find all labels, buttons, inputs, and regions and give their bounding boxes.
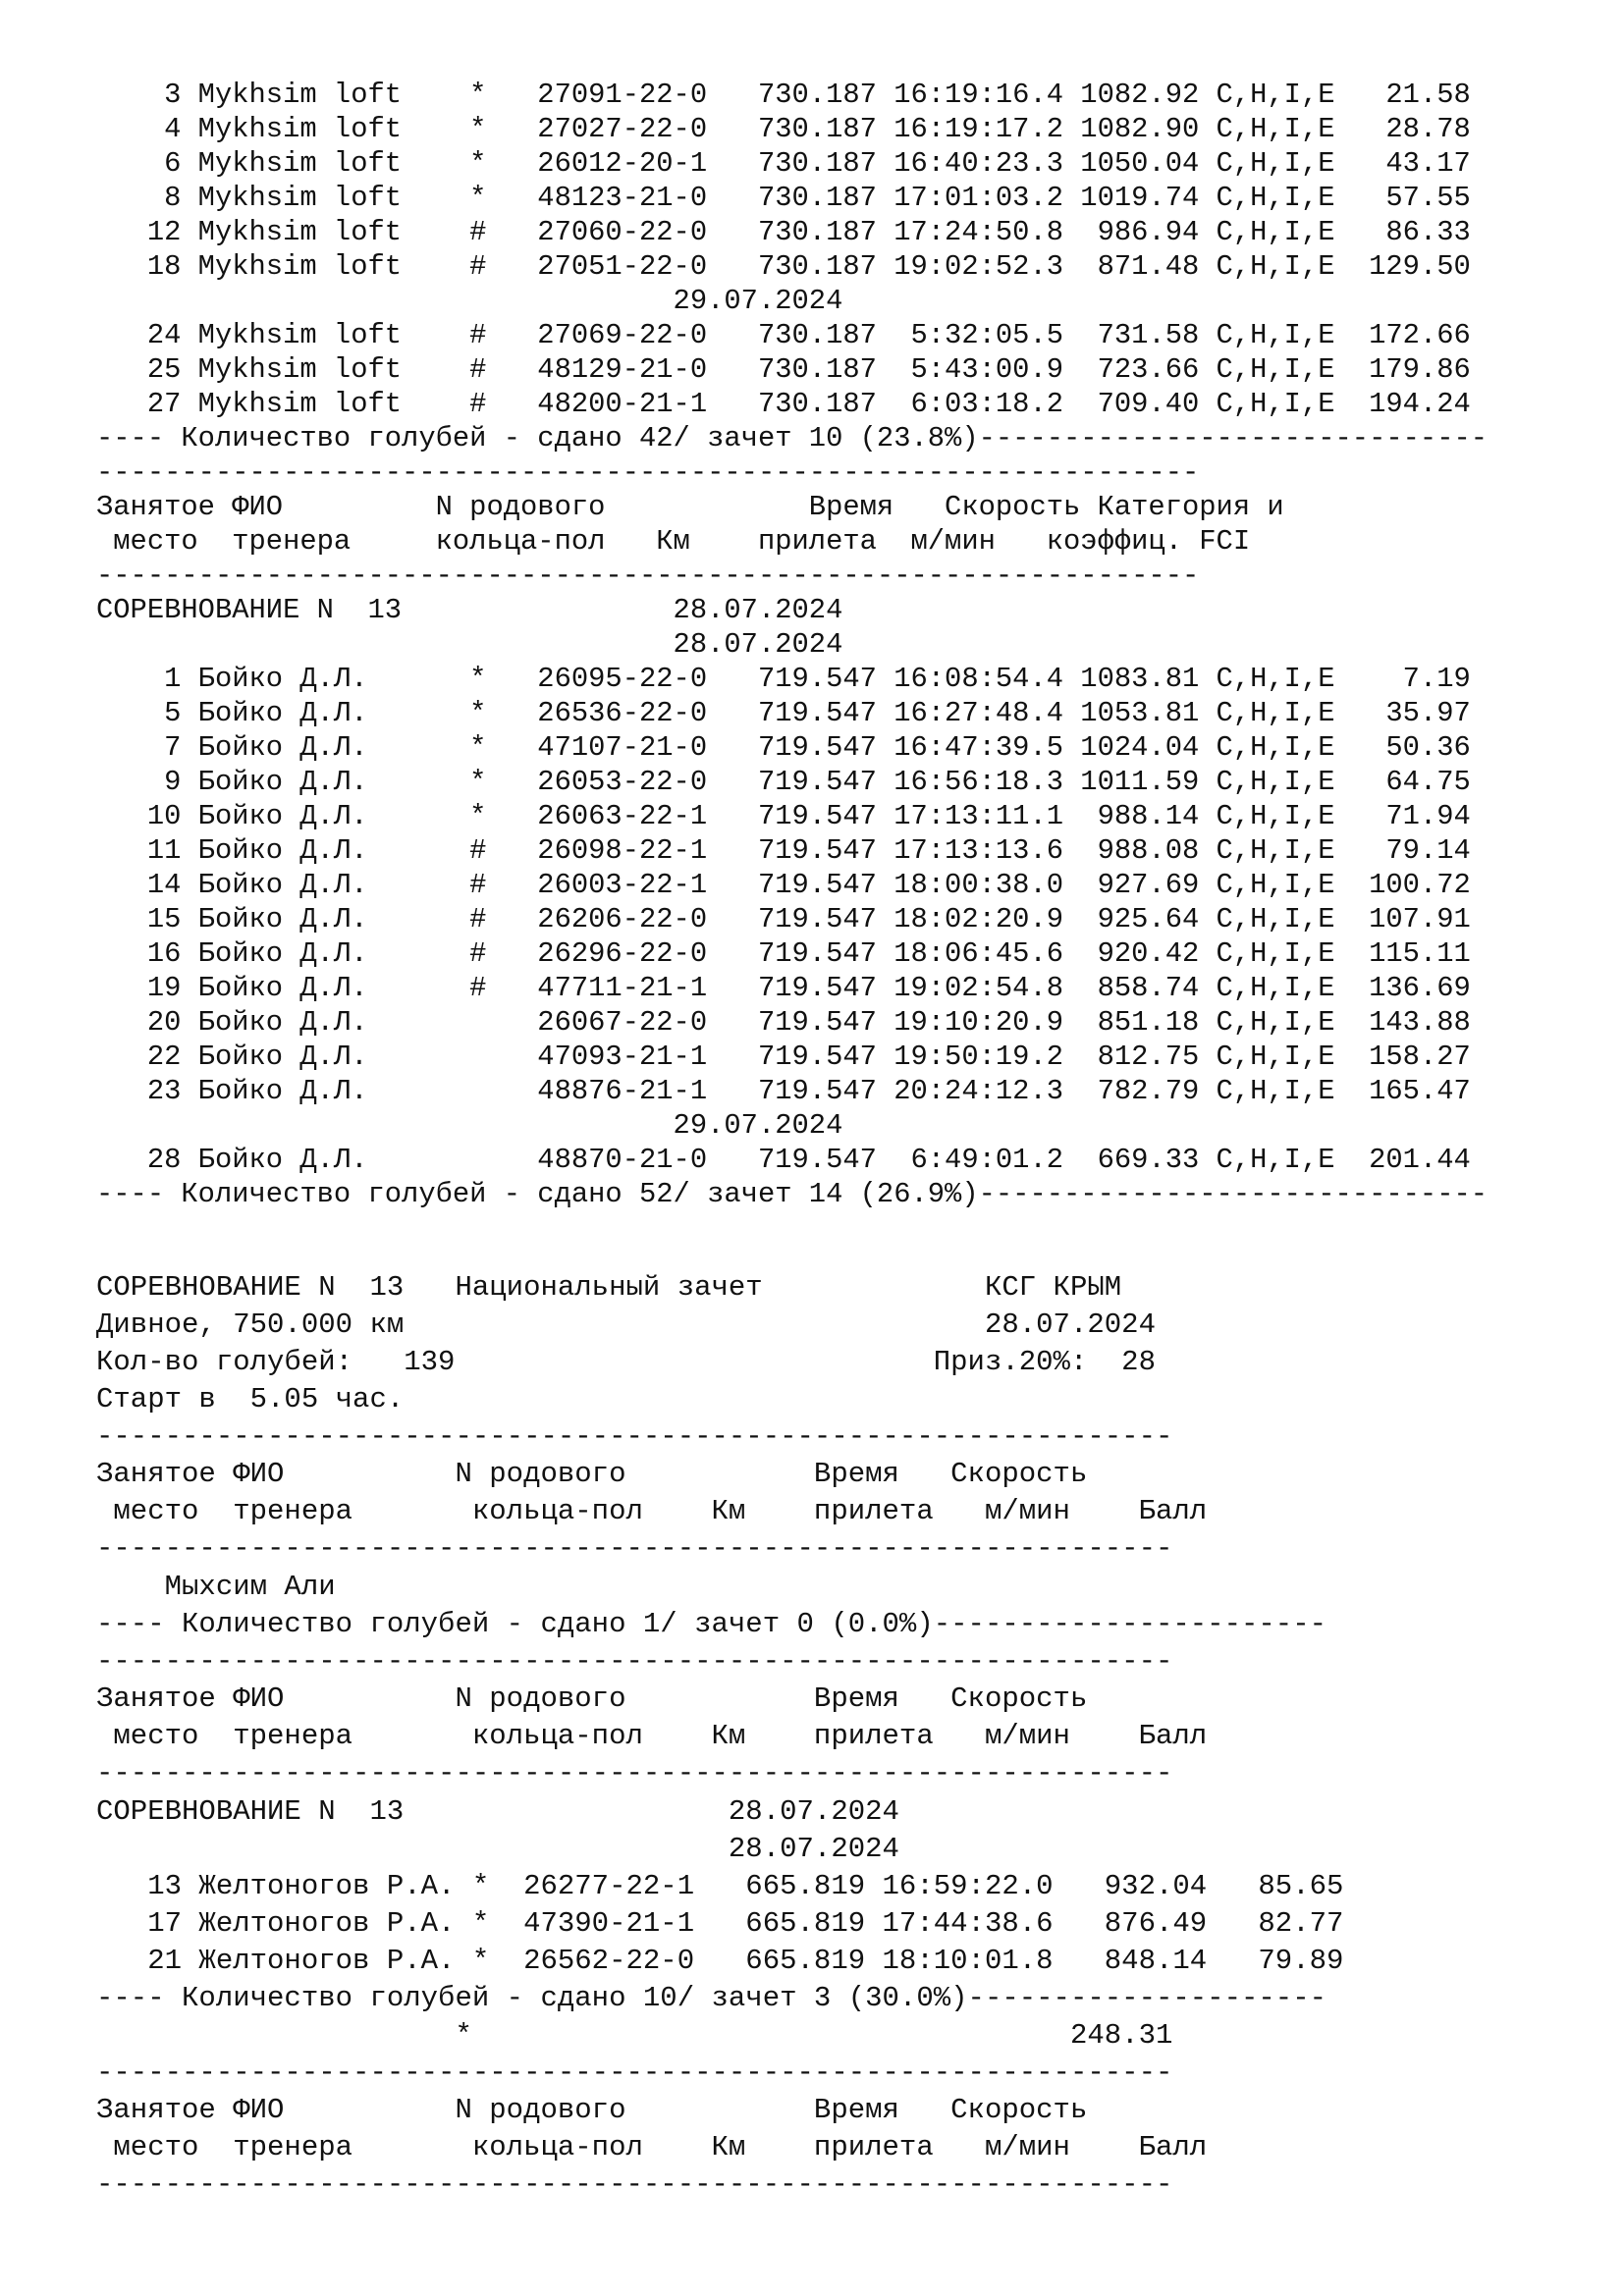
competition-title: СОРЕВНОВАНИЕ N 13 28.07.2024	[96, 594, 843, 626]
date-line: 28.07.2024	[96, 628, 843, 661]
divider: ---------------------------------------------------------------	[96, 2058, 1173, 2087]
table-row: 4 Mykhsim loft * 27027-22-0 730.187 16:19:17.2 1082.90 C,H,I,E 28.78	[96, 113, 1471, 145]
column-header-row-2: место тренера кольца-пол Км прилета м/мин Балл	[96, 2131, 1208, 2163]
total-row: * 248.31	[96, 2019, 1173, 2052]
table-row: 16 Бойко Д.Л. # 26296-22-0 719.547 18:06:45.6 920.42 C,H,I,E 115.11	[96, 937, 1471, 970]
table-row: 27 Mykhsim loft # 48200-21-1 730.187 6:03:18.2 709.40 C,H,I,E 194.24	[96, 388, 1471, 420]
group-summary: ---- Количество голубей - сдано 10/ зачет 3 (30.0%)---------------------	[96, 1984, 1327, 2012]
group-summary: ---- Количество голубей - сдано 52/ зачет 14 (26.9%)------------------------------	[96, 1181, 1489, 1209]
table-row: 25 Mykhsim loft # 48129-21-0 730.187 5:43:00.9 723.66 C,H,I,E 179.86	[96, 353, 1471, 386]
table-row: 13 Желтоногов Р.А. * 26277-22-1 665.819 16:59:22.0 932.04 85.65	[96, 1870, 1344, 1902]
table-row: 22 Бойко Д.Л. 47093-21-1 719.547 19:50:19.2 812.75 C,H,I,E 158.27	[96, 1041, 1471, 1073]
column-header-row-2: место тренера кольца-пол Км прилета м/мин коэффиц. FCI	[96, 525, 1251, 558]
table-row: 23 Бойко Д.Л. 48876-21-1 719.547 20:24:12.3 782.79 C,H,I,E 165.47	[96, 1075, 1471, 1107]
table-row: 8 Mykhsim loft * 48123-21-0 730.187 17:01:03.2 1019.74 C,H,I,E 57.55	[96, 182, 1471, 214]
divider: ---------------------------------------------------------------	[96, 1422, 1173, 1451]
date-line: 28.07.2024	[96, 1833, 899, 1865]
divider: ---------------------------------------------------------------	[96, 2170, 1173, 2199]
competition-title: СОРЕВНОВАНИЕ N 13 Национальный зачет КСГ КРЫМ	[96, 1271, 1122, 1304]
divider: -----------------------------------------------------------------	[96, 562, 1200, 591]
pigeon-count: Кол-во голубей: 139 Приз.20%: 28	[96, 1346, 1156, 1378]
column-header-row-1: Занятое ФИО N родового Время Скорость Категория и	[96, 491, 1284, 523]
divider: -----------------------------------------------------------------	[96, 459, 1200, 488]
table-row: 20 Бойко Д.Л. 26067-22-0 719.547 19:10:20.9 851.18 C,H,I,E 143.88	[96, 1006, 1471, 1039]
divider: ---------------------------------------------------------------	[96, 1534, 1173, 1563]
table-row: 21 Желтоногов Р.А. * 26562-22-0 665.819 18:10:01.8 848.14 79.89	[96, 1945, 1344, 1977]
location: Дивное, 750.000 км 28.07.2024	[96, 1308, 1156, 1341]
table-row: 12 Mykhsim loft # 27060-22-0 730.187 17:24:50.8 986.94 C,H,I,E 86.33	[96, 216, 1471, 248]
table-row: 10 Бойко Д.Л. * 26063-22-1 719.547 17:13:11.1 988.14 C,H,I,E 71.94	[96, 800, 1471, 832]
divider: ---------------------------------------------------------------	[96, 1647, 1173, 1676]
table-row: 19 Бойко Д.Л. # 47711-21-1 719.547 19:02:54.8 858.74 C,H,I,E 136.69	[96, 972, 1471, 1004]
competition-title: СОРЕВНОВАНИЕ N 13 28.07.2024	[96, 1795, 899, 1828]
column-header-row-1: Занятое ФИО N родового Время Скорость	[96, 1682, 1088, 1715]
table-row: 28 Бойко Д.Л. 48870-21-0 719.547 6:49:01.2 669.33 C,H,I,E 201.44	[96, 1144, 1471, 1176]
table-row: 11 Бойко Д.Л. # 26098-22-1 719.547 17:13:13.6 988.08 C,H,I,E 79.14	[96, 834, 1471, 867]
table-row: 24 Mykhsim loft # 27069-22-0 730.187 5:32:05.5 731.58 C,H,I,E 172.66	[96, 319, 1471, 351]
column-header-row-1: Занятое ФИО N родового Время Скорость	[96, 2094, 1088, 2126]
column-header-row-1: Занятое ФИО N родового Время Скорость	[96, 1458, 1088, 1490]
group-summary: ---- Количество голубей - сдано 42/ зачет 10 (23.8%)------------------------------	[96, 425, 1489, 454]
table-row: 9 Бойко Д.Л. * 26053-22-0 719.547 16:56:18.3 1011.59 C,H,I,E 64.75	[96, 766, 1471, 798]
table-row: 7 Бойко Д.Л. * 47107-21-0 719.547 16:47:39.5 1024.04 C,H,I,E 50.36	[96, 731, 1471, 764]
table-row: 6 Mykhsim loft * 26012-20-1 730.187 16:40:23.3 1050.04 C,H,I,E 43.17	[96, 147, 1471, 180]
column-header-row-2: место тренера кольца-пол Км прилета м/мин Балл	[96, 1495, 1208, 1527]
date-break: 29.07.2024	[96, 1109, 843, 1142]
column-header-row-2: место тренера кольца-пол Км прилета м/мин Балл	[96, 1720, 1208, 1752]
start-time: Старт в 5.05 час.	[96, 1383, 405, 1415]
group-summary: ---- Количество голубей - сдано 1/ зачет 0 (0.0%)-----------------------	[96, 1610, 1327, 1638]
table-row: 17 Желтоногов Р.А. * 47390-21-1 665.819 17:44:38.6 876.49 82.77	[96, 1907, 1344, 1940]
divider: ---------------------------------------------------------------	[96, 1759, 1173, 1788]
table-row: 15 Бойко Д.Л. # 26206-22-0 719.547 18:02:20.9 925.64 C,H,I,E 107.91	[96, 903, 1471, 935]
table-row: 3 Mykhsim loft * 27091-22-0 730.187 16:19:16.4 1082.92 C,H,I,E 21.58	[96, 79, 1471, 111]
table-row: 5 Бойко Д.Л. * 26536-22-0 719.547 16:27:48.4 1053.81 C,H,I,E 35.97	[96, 697, 1471, 729]
table-row: 18 Mykhsim loft # 27051-22-0 730.187 19:02:52.3 871.48 C,H,I,E 129.50	[96, 250, 1471, 283]
table-row: 14 Бойко Д.Л. # 26003-22-1 719.547 18:00:38.0 927.69 C,H,I,E 100.72	[96, 869, 1471, 901]
member-name: Мыхсим Али	[96, 1571, 336, 1603]
table-row: 1 Бойко Д.Л. * 26095-22-0 719.547 16:08:54.4 1083.81 C,H,I,E 7.19	[96, 663, 1471, 695]
date-break: 29.07.2024	[96, 285, 843, 317]
